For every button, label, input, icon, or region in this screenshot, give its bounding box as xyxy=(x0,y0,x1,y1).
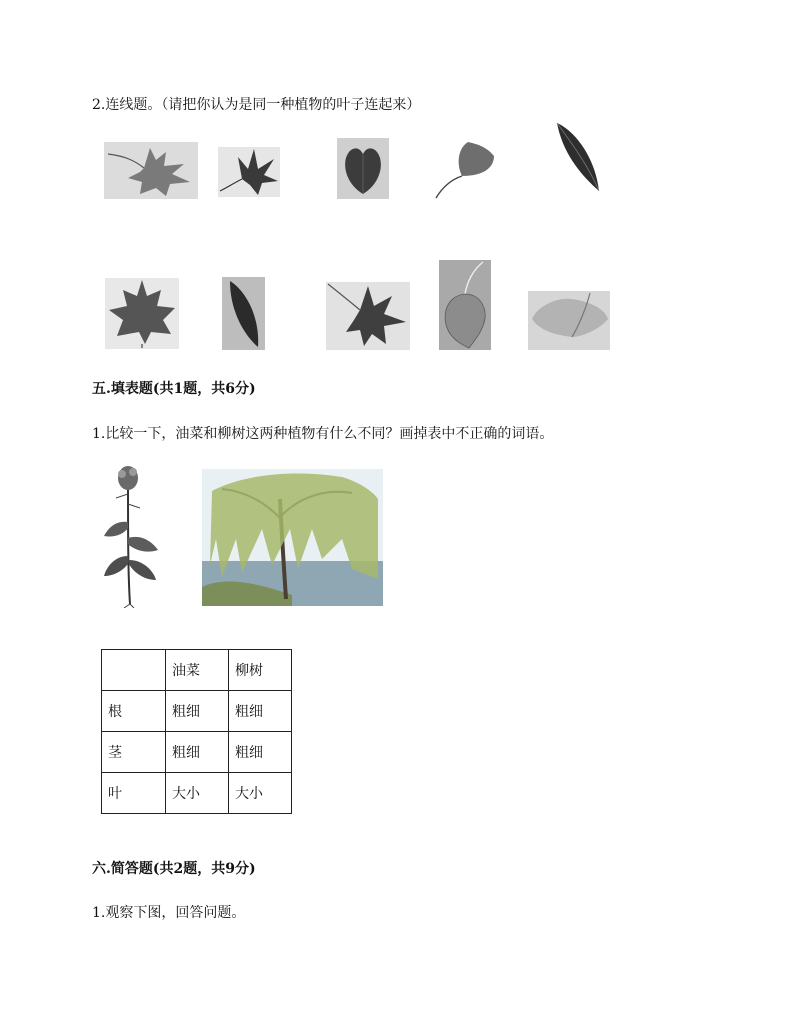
table-cell: 粗细 xyxy=(229,691,292,732)
ginkgo-leaf-icon xyxy=(528,291,610,350)
table-cell: 粗细 xyxy=(166,691,229,732)
table-cell: 大小 xyxy=(166,773,229,814)
section6-question: 1.观察下图，回答问题。 xyxy=(92,905,246,921)
table-row xyxy=(102,691,292,732)
table-cell: 茎 xyxy=(102,732,166,773)
maple-leaf-icon xyxy=(326,282,410,350)
ginkgo-leaf-icon xyxy=(434,140,496,200)
table-cell: 粗细 xyxy=(229,732,292,773)
table-cell: 大小 xyxy=(229,773,292,814)
table-row xyxy=(102,773,292,814)
willow-leaf-icon xyxy=(553,121,603,193)
willow-leaf-icon xyxy=(222,277,265,350)
section6-heading: 六.简答题(共2题，共9分) xyxy=(92,861,256,877)
plane-leaf-icon xyxy=(104,142,198,199)
heart-leaf-icon xyxy=(337,138,389,199)
rape-plant-icon xyxy=(102,464,160,608)
table-row xyxy=(102,732,292,773)
willow-tree-icon xyxy=(202,469,383,606)
table-row xyxy=(102,650,292,691)
table-cell: 油菜 xyxy=(166,650,229,691)
matching-question: 2.连线题。（请把你认为是同一种植物的叶子连起来） xyxy=(92,97,421,113)
maple-leaf-icon xyxy=(218,147,280,197)
table-cell: 根 xyxy=(102,691,166,732)
table-cell: 柳树 xyxy=(229,650,292,691)
section5-question: 1.比较一下，油菜和柳树这两种植物有什么不同？画掉表中不正确的词语。 xyxy=(92,426,554,442)
heart-leaf-icon xyxy=(439,260,491,350)
comparison-table xyxy=(101,649,292,814)
table-cell: 粗细 xyxy=(166,732,229,773)
table-cell xyxy=(102,650,166,691)
maple-leaf-icon xyxy=(105,278,179,349)
section5-heading: 五.填表题(共1题，共6分) xyxy=(92,381,256,397)
table-cell: 叶 xyxy=(102,773,166,814)
